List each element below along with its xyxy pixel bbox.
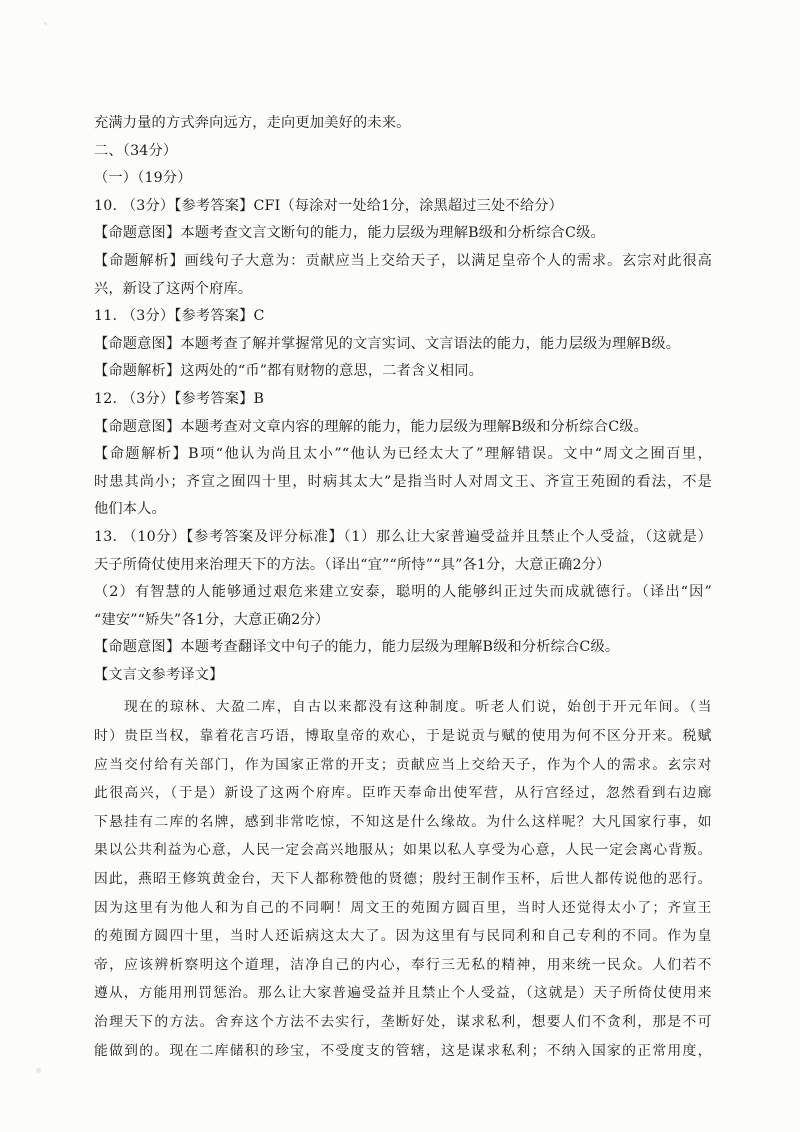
scan-speck: [36, 1068, 41, 1073]
question-12-analysis: 【命题解析】B项“他认为尚且太小”“他认为已经太大了”理解错误。文中“周文之囿百里，: [94, 446, 712, 463]
question-11-intent: 【命题意图】本题考查了解并掌握常见的文言实词、文言语法的能力，能力层级为理解B级。: [94, 335, 681, 352]
question-12-answer: 12. （3分）【参考答案】B: [94, 390, 265, 407]
translation-line: 果以公共利益为心意，人民一定会高兴地服从；如果以私人享受为心意，人民一定会离心背叛。: [94, 842, 712, 859]
question-13-answer-part2-cont: “建安”“矫失”各1分，大意正确2分）: [94, 611, 330, 628]
question-13-answer-cont: 天子所倚仗使用来治理天下的方法。（译出“宜”“所恃”“具”各1分，大意正确2分）: [94, 556, 611, 573]
translation-heading: 【文言文参考译文】: [94, 666, 224, 683]
question-10-analysis: 【命题解析】画线句子大意为：贡献应当上交给天子，以满足皇帝个人的需求。玄宗对此很高: [94, 252, 712, 269]
translation-line: 能做到的。现在二库储积的珍宝，不受度支的管辖，这是谋求私利；不纳入国家的正常用度，: [94, 1042, 712, 1059]
question-13-answer: 13. （10分）【参考答案及评分标准】（1）那么让大家普遍受益并且禁止个人受益，（这就是）: [94, 528, 712, 545]
scan-speck: [44, 22, 47, 25]
question-12-intent: 【命题意图】本题考查对文章内容的理解的能力，能力层级为理解B级和分析综合C级。: [94, 418, 649, 435]
translation-line: 时）贵臣当权，靠着花言巧语，博取皇帝的欢心，于是说贡与赋的使用为何不区分开来。税赋: [94, 728, 712, 745]
question-12-analysis-end: 他们本人。: [94, 501, 166, 518]
text-line: 充满力量的方式奔向远方，走向更加美好的未来。: [94, 115, 411, 131]
translation-line: 现在的琼林、大盈二库，自古以来都没有这种制度。听老人们说，始创于开元年间。（当: [124, 699, 712, 716]
question-10-answer: 10. （3分）【参考答案】CFI（每涂对一处给1分，涂黑超过三处不给分）: [94, 197, 563, 214]
translation-line: 治理天下的方法。舍弃这个方法不去实行，垄断好处，谋求私利，想要人们不贪利，那是不可: [94, 1014, 712, 1030]
translation-line: 帝，应该辨析察明这个道理，洁净自己的内心，奉行三无私的精神，用来统一民众。人们若不: [94, 956, 712, 973]
subsection-heading: （一）（19分）: [94, 170, 192, 187]
translation-line: 因为这里有为他人和为自己的不同啊！周文王的苑囿方圆百里，当时人还觉得太小了；齐宣王: [94, 899, 712, 916]
translation-line: 此很高兴，（于是）新设了这两个府库。臣昨天奉命出使军营，从行宫经过，忽然看到右边廊: [94, 785, 712, 802]
translation-line: 下悬挂有二库的名牌，感到非常吃惊，不知这是什么缘故。为什么这样呢？大凡国家行事，如: [94, 813, 712, 830]
question-12-analysis-cont: 时患其尚小；齐宣之囿四十里，时病其太大”是指当时人对周文王、齐宣王苑囿的看法，不是: [94, 473, 712, 490]
question-10-intent: 【命题意图】本题考查文言文断句的能力，能力层级为理解B级和分析综合C级。: [94, 225, 605, 242]
question-13-answer-part2: （2）有智慧的人能够通过艰危来建立安泰，聪明的人能够纠正过失而成就德行。（译出“因”: [94, 584, 712, 601]
translation-line: 因此，燕昭王修筑黄金台，天下人都称赞他的贤德；殷纣王制作玉杯，后世人都传说他的恶行。: [94, 871, 712, 888]
question-11-analysis: 【命题解析】这两处的“币”都有财物的意思，二者含义相同。: [94, 363, 483, 380]
question-11-answer: 11. （3分）【参考答案】C: [94, 308, 265, 325]
translation-line: 应当交付给有关部门，作为国家正常的开支；贡献应当上交给天子，作为个人的需求。玄宗对: [94, 756, 712, 773]
translation-line: 遵从，方能用刑罚惩治。那么让大家普遍受益并且禁止个人受益，（这就是）天子所倚仗使用来: [94, 985, 712, 1002]
question-13-intent: 【命题意图】本题考查翻译文中句子的能力，能力层级为理解B级和分析综合C级。: [94, 639, 620, 656]
translation-line: 的苑囿方圆四十里，当时人还诟病这太大了。因为这里有与民同利和自己专利的不同。作为皇: [94, 928, 712, 945]
question-10-analysis-cont: 兴，新设了这两个府库。: [94, 280, 253, 297]
section-heading: 二、（34分）: [94, 142, 178, 159]
